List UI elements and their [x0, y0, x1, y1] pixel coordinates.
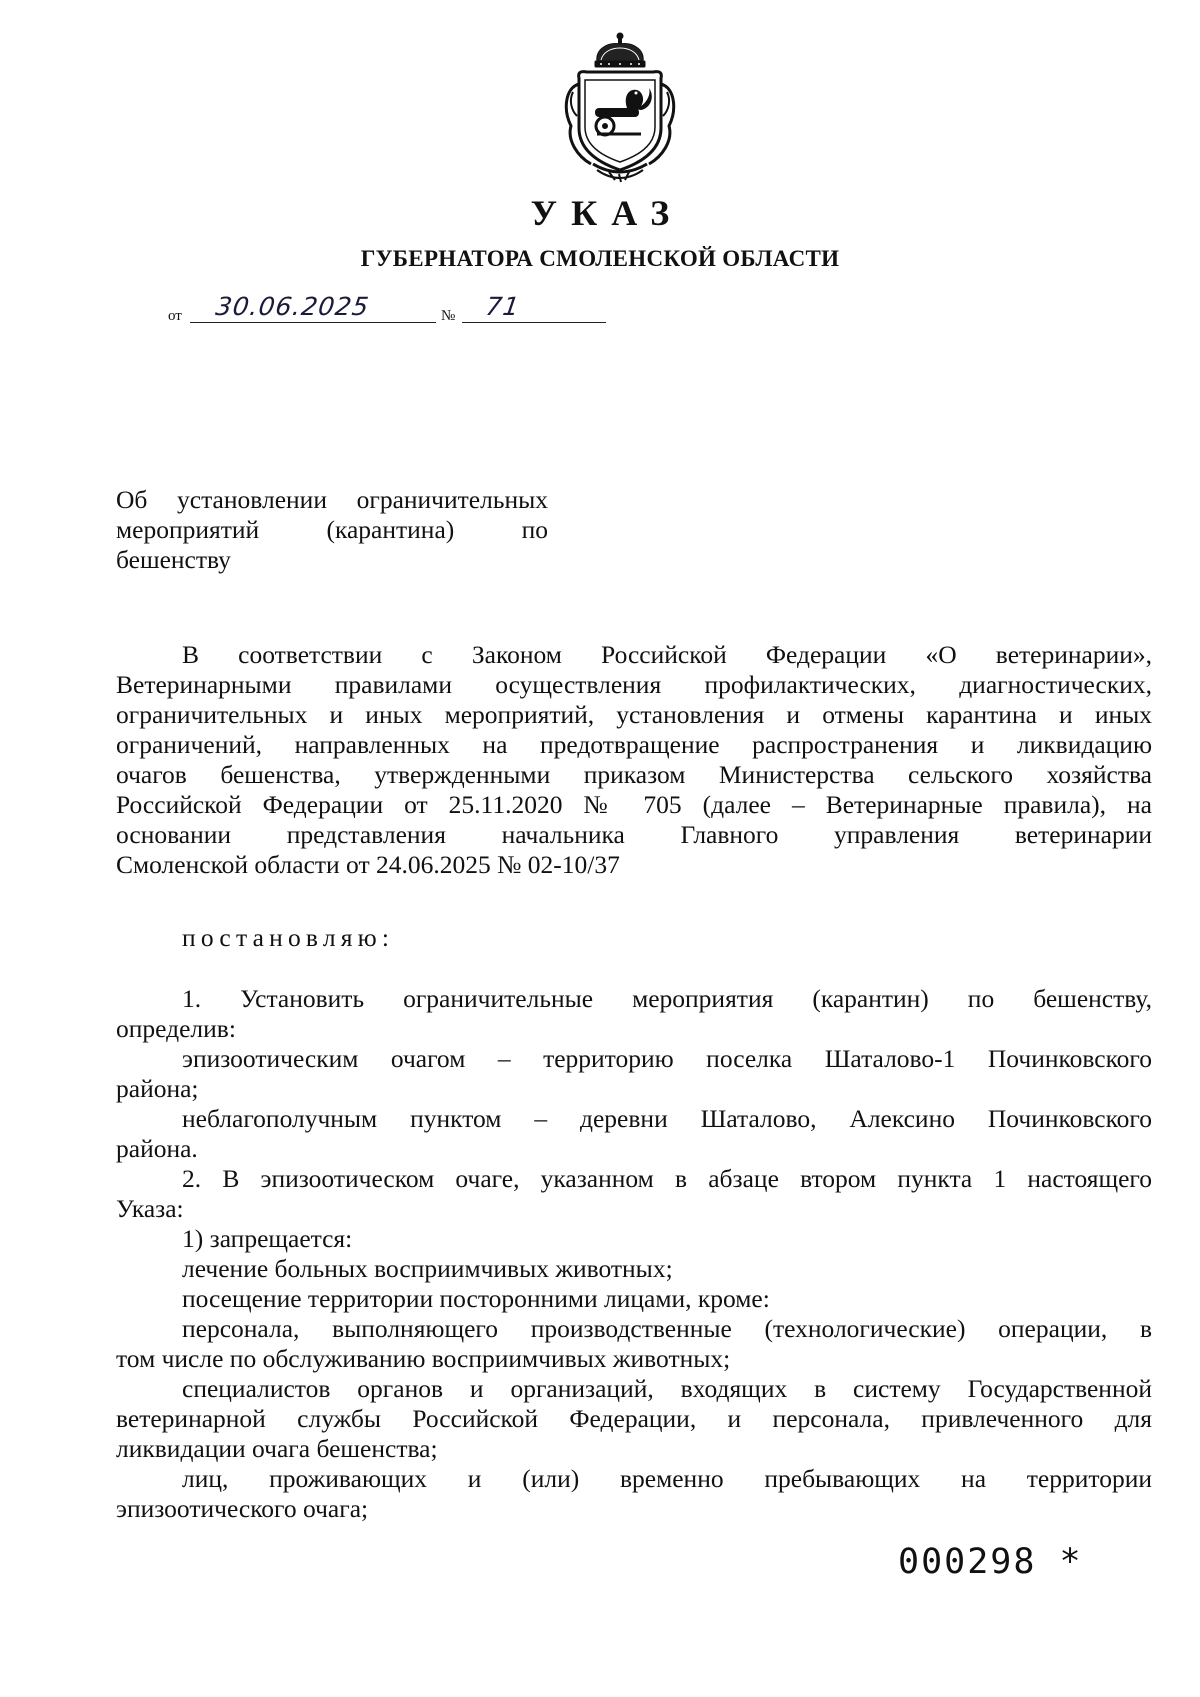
number-underline — [462, 322, 606, 323]
number-handwritten-value: 71 — [483, 292, 522, 321]
date-handwritten-value: 30.06.2025 — [213, 292, 372, 321]
clause-line: определив: — [116, 1014, 236, 1043]
preamble-paragraph — [116, 640, 1152, 880]
preamble-line: Российской Федерации от 25.11.2020 № 705 (далее – Ветеринарные правила), на — [116, 790, 1152, 819]
clause-line: лечение больных восприимчивых животных; — [182, 1254, 673, 1283]
decree-word: постановляю: — [182, 923, 395, 952]
clause-line: эпизоотического очага; — [116, 1494, 369, 1523]
serial-number: 000298 * — [898, 1542, 1083, 1582]
subject-line: мероприятий (карантина) по — [116, 515, 548, 544]
document-subject — [116, 485, 548, 575]
preamble-line: ограничений, направленных на предотвращение распространения и ликвидацию — [116, 730, 1152, 759]
document-subtitle: ГУБЕРНАТОРА СМОЛЕНСКОЙ ОБЛАСТИ — [360, 246, 840, 271]
clauses-block — [116, 984, 1152, 1524]
preamble-line: Смоленской области от 24.06.2025 № 02-10/37 — [116, 850, 620, 879]
preamble-line: очагов бешенства, утвержденными приказом Министерства сельского хозяйства — [116, 760, 1152, 789]
subject-line: бешенству — [116, 545, 231, 574]
preamble-line: Ветеринарными правилами осуществления профилактических, диагностических, — [116, 670, 1152, 699]
preamble-line: ограничительных и иных мероприятий, установления и отмены карантина и иных — [116, 700, 1152, 729]
date-label: от — [168, 308, 182, 324]
clause-line: 2. В эпизоотическом очаге, указанном в абзаце втором пункта 1 настоящего — [182, 1164, 1152, 1193]
clause-line: 1. Установить ограничительные мероприятия (карантин) по бешенству, — [182, 984, 1152, 1013]
preamble-line: В соответствии с Законом Российской Федерации «О ветеринарии», — [182, 640, 1152, 669]
clause-line: лиц, проживающих и (или) временно пребывающих на территории — [182, 1464, 1152, 1493]
clause-line: персонала, выполняющего производственные (технологические) операции, в — [182, 1314, 1152, 1343]
clause-line: том числе по обслуживанию восприимчивых животных; — [116, 1344, 731, 1373]
number-label: № — [441, 308, 456, 324]
date-underline — [190, 322, 436, 323]
registration-line — [168, 292, 608, 328]
clause-line: эпизоотическим очагом – территорию поселка Шаталово-1 Починковского — [182, 1044, 1152, 1073]
clause-line: неблагополучным пунктом – деревни Шаталово, Алексино Починковского — [182, 1104, 1152, 1133]
clause-line: Указа: — [116, 1194, 184, 1223]
decree-word-block — [116, 923, 1152, 953]
clause-line: района; — [116, 1074, 199, 1103]
clause-line: посещение территории посторонними лицами, кроме: — [182, 1284, 770, 1313]
clause-line: 1) запрещается: — [182, 1224, 353, 1253]
document-title: УКАЗ — [530, 193, 684, 233]
preamble-line: основании представления начальника Главного управления ветеринарии — [116, 820, 1152, 849]
clause-line: ветеринарной службы Российской Федерации, и персонала, привлеченного для — [116, 1404, 1152, 1433]
subject-line: Об установлении ограничительных — [116, 485, 548, 514]
clause-line: ликвидации очага бешенства; — [116, 1434, 438, 1463]
coat-of-arms-emblem — [557, 30, 683, 188]
clause-line: района. — [116, 1134, 198, 1163]
clause-line: специалистов органов и организаций, входящих в систему Государственной — [182, 1374, 1152, 1403]
